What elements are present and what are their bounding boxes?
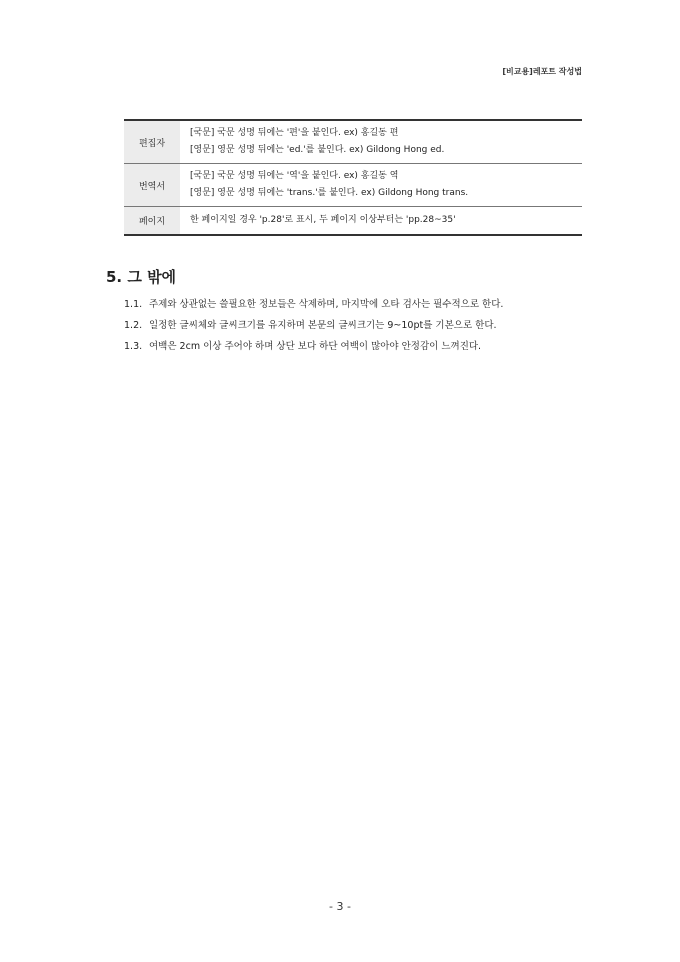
content-line: [국문] 국문 성명 뒤에는 '역'을 붙인다. ex) 홍길동 역 [190,171,399,181]
citation-rules-table [124,119,582,236]
row-label-editor: 편집자 [124,120,180,164]
content-line: 한 페이지일 경우 'p.28'로 표시, 두 페이지 이상부터는 'pp.28~35' [190,215,456,225]
guideline-list [124,296,584,359]
page-number: - 3 - [329,900,351,913]
content-line: [국문] 국문 성명 뒤에는 '편'을 붙인다. ex) 홍길동 편 [190,128,399,138]
document-header-tag: [비교용]레포트 작성법 [502,67,582,76]
row-content-page [180,207,582,236]
row-label-translation: 번역서 [124,164,180,207]
content-line: [영문] 영문 성명 뒤에는 'ed.'를 붙인다. ex) Gildong Hong ed. [190,145,445,155]
row-label-page: 페이지 [124,207,180,236]
row-content-translation [180,164,582,207]
list-item [124,296,584,313]
list-item [124,338,584,355]
item-text: 일정한 글씨체와 글씨크기를 유지하며 본문의 글씨크기는 9~10pt를 기본으로 한다. [149,320,497,331]
item-number: 1.2. [124,320,143,331]
content-line: [영문] 영문 성명 뒤에는 'trans.'를 붙인다. ex) Gildong Hong trans. [190,188,469,198]
table-row [124,120,582,164]
item-number: 1.3. [124,341,143,352]
item-number: 1.1. [124,299,143,310]
item-text: 여백은 2cm 이상 주어야 하며 상단 보다 하단 여백이 많아야 안정감이 느껴진다. [149,341,482,352]
item-text: 주제와 상관없는 쓸필요한 정보들은 삭제하며, 마지막에 오타 검사는 필수적으로 한다. [149,299,504,310]
list-item [124,317,584,334]
section-title: 5. 그 밖에 [106,268,177,286]
row-content-editor [180,120,582,164]
table-row [124,207,582,236]
table-row [124,164,582,207]
